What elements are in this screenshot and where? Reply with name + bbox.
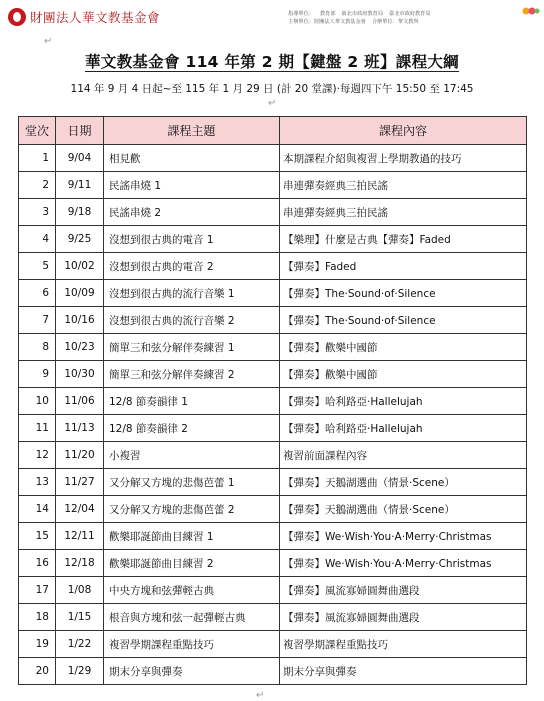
table-row (19, 658, 527, 685)
table-row (19, 469, 527, 496)
session-number: 9 (19, 361, 56, 388)
session-content: 串連彈奏經典三拍民謠 (280, 199, 527, 226)
column-header-date: 日期 (56, 117, 104, 145)
session-content: 期末分享與彈奏 (280, 658, 527, 685)
session-number: 4 (19, 226, 56, 253)
session-number: 20 (19, 658, 56, 685)
session-topic: 期末分享與彈奏 (104, 658, 280, 685)
session-topic: 沒想到很古典的流行音樂 2 (104, 307, 280, 334)
session-number: 6 (19, 280, 56, 307)
session-number: 2 (19, 172, 56, 199)
table-row (19, 415, 527, 442)
session-date: 12/18 (56, 550, 104, 577)
session-number: 3 (19, 199, 56, 226)
guidance-unit: 臺北市政府教育局 (389, 11, 431, 17)
session-date: 10/23 (56, 334, 104, 361)
session-content: 【樂理】什麼是古典【彈奏】Faded (280, 226, 527, 253)
session-content: 【彈奏】We·Wish·You·A·Merry·Christmas (280, 550, 527, 577)
session-content: 【彈奏】The·Sound·of·Silence (280, 280, 527, 307)
session-number: 8 (19, 334, 56, 361)
guidance-unit: 新北市政府教育局 (341, 11, 384, 17)
table-row (19, 280, 527, 307)
document-title (0, 50, 544, 72)
session-date: 10/09 (56, 280, 104, 307)
page-header (0, 0, 544, 34)
table-row (19, 307, 527, 334)
guidance-units (288, 10, 540, 18)
table-row (19, 172, 527, 199)
session-number: 17 (19, 577, 56, 604)
session-topic: 沒想到很古典的電音 2 (104, 253, 280, 280)
session-topic: 12/8 節奏韻律 2 (104, 415, 280, 442)
table-row (19, 253, 527, 280)
session-date: 1/22 (56, 631, 104, 658)
session-date: 1/29 (56, 658, 104, 685)
session-content: 【彈奏】天鵝湖選曲（情景·Scene） (280, 469, 527, 496)
table-row (19, 631, 527, 658)
session-content: 【彈奏】風流寡婦圓舞曲選段 (280, 604, 527, 631)
session-date: 12/11 (56, 523, 104, 550)
session-number: 11 (19, 415, 56, 442)
title-text: 華文教基金會 114 年第 2 期【鍵盤 2 班】課程大綱 (84, 53, 459, 71)
document-subtitle: 114 年 9 月 4 日起~至 115 年 1 月 29 日 (計 20 堂課)·每週四下午 15:50 至 17:45 (70, 83, 474, 95)
session-number: 19 (19, 631, 56, 658)
table-row (19, 604, 527, 631)
foundation-logo (8, 8, 160, 26)
table-row (19, 550, 527, 577)
paragraph-mark-icon: ↵ (44, 36, 53, 47)
session-number: 1 (19, 145, 56, 172)
session-date: 11/27 (56, 469, 104, 496)
session-topic: 根音與方塊和弦一起彈輕古典 (104, 604, 280, 631)
logo-text: 財團法人華文教基金會 (30, 10, 161, 25)
session-topic: 簡單三和弦分解伴奏練習 2 (104, 361, 280, 388)
session-topic: 複習學期課程重點技巧 (104, 631, 280, 658)
session-date: 10/16 (56, 307, 104, 334)
table-row (19, 523, 527, 550)
session-date: 11/06 (56, 388, 104, 415)
paragraph-mark-icon: ↵ (268, 98, 277, 109)
session-content: 複習前面課程內容 (280, 442, 527, 469)
session-date: 9/18 (56, 199, 104, 226)
session-date: 12/04 (56, 496, 104, 523)
session-content: 串連彈奏經典三拍民謠 (280, 172, 527, 199)
table-row (19, 199, 527, 226)
session-topic: 沒想到很古典的流行音樂 1 (104, 280, 280, 307)
guidance-unit: 教育部 (319, 11, 336, 17)
session-date: 11/13 (56, 415, 104, 442)
table-header-row (19, 117, 527, 145)
session-content: 【彈奏】歡樂中國節 (280, 361, 527, 388)
guidance-label: 指導單位： (288, 11, 314, 17)
session-content: 【彈奏】歡樂中國節 (280, 334, 527, 361)
session-topic: 歡樂耶誕節曲目練習 1 (104, 523, 280, 550)
session-date: 10/30 (56, 361, 104, 388)
session-topic: 沒想到很古典的電音 1 (104, 226, 280, 253)
session-topic: 12/8 節奏韻律 1 (104, 388, 280, 415)
host-units (288, 18, 540, 26)
host-unit: 主辦單位：財團法人華文教基金會 (288, 19, 366, 25)
session-topic: 民謠串燒 1 (104, 172, 280, 199)
session-number: 13 (19, 469, 56, 496)
session-content: 【彈奏】The·Sound·of·Silence (280, 307, 527, 334)
paragraph-mark-icon: ↵ (256, 690, 265, 701)
table-row (19, 388, 527, 415)
session-topic: 小複習 (104, 442, 280, 469)
session-number: 7 (19, 307, 56, 334)
table-row (19, 361, 527, 388)
session-topic: 相見歡 (104, 145, 280, 172)
table-row (19, 496, 527, 523)
session-number: 14 (19, 496, 56, 523)
table-row (19, 577, 527, 604)
session-topic: 歡樂耶誕節曲目練習 2 (104, 550, 280, 577)
session-content: 【彈奏】We·Wish·You·A·Merry·Christmas (280, 523, 527, 550)
session-content: 複習學期課程重點技巧 (280, 631, 527, 658)
session-content: 【彈奏】天鵝湖選曲（情景·Scene） (280, 496, 527, 523)
session-date: 1/15 (56, 604, 104, 631)
table-row (19, 145, 527, 172)
column-header-topic: 課程主題 (104, 117, 280, 145)
organizer-info (288, 10, 540, 26)
table-row (19, 442, 527, 469)
session-content: 【彈奏】Faded (280, 253, 527, 280)
session-content: 【彈奏】哈利路亞·Hallelujah (280, 388, 527, 415)
session-date: 9/11 (56, 172, 104, 199)
session-number: 5 (19, 253, 56, 280)
decoration-icon (522, 6, 540, 16)
session-date: 10/02 (56, 253, 104, 280)
session-number: 16 (19, 550, 56, 577)
session-topic: 又分解又方塊的悲傷芭蕾 2 (104, 496, 280, 523)
session-topic: 中央方塊和弦彈輕古典 (104, 577, 280, 604)
cohost-unit: 合辦單位：華文教所 (371, 19, 419, 25)
table-row (19, 226, 527, 253)
column-header-session: 堂次 (19, 117, 56, 145)
course-table (18, 116, 527, 685)
column-header-content: 課程內容 (280, 117, 527, 145)
session-topic: 民謠串燒 2 (104, 199, 280, 226)
table-body (19, 145, 527, 685)
session-date: 9/04 (56, 145, 104, 172)
session-date: 9/25 (56, 226, 104, 253)
logo-icon (8, 8, 26, 26)
session-topic: 簡單三和弦分解伴奏練習 1 (104, 334, 280, 361)
session-content: 本期課程介紹與複習上學期教過的技巧 (280, 145, 527, 172)
session-content: 【彈奏】風流寡婦圓舞曲選段 (280, 577, 527, 604)
session-number: 15 (19, 523, 56, 550)
session-number: 12 (19, 442, 56, 469)
session-content: 【彈奏】哈利路亞·Hallelujah (280, 415, 527, 442)
session-topic: 又分解又方塊的悲傷芭蕾 1 (104, 469, 280, 496)
session-number: 10 (19, 388, 56, 415)
session-number: 18 (19, 604, 56, 631)
session-date: 11/20 (56, 442, 104, 469)
session-date: 1/08 (56, 577, 104, 604)
table-row (19, 334, 527, 361)
